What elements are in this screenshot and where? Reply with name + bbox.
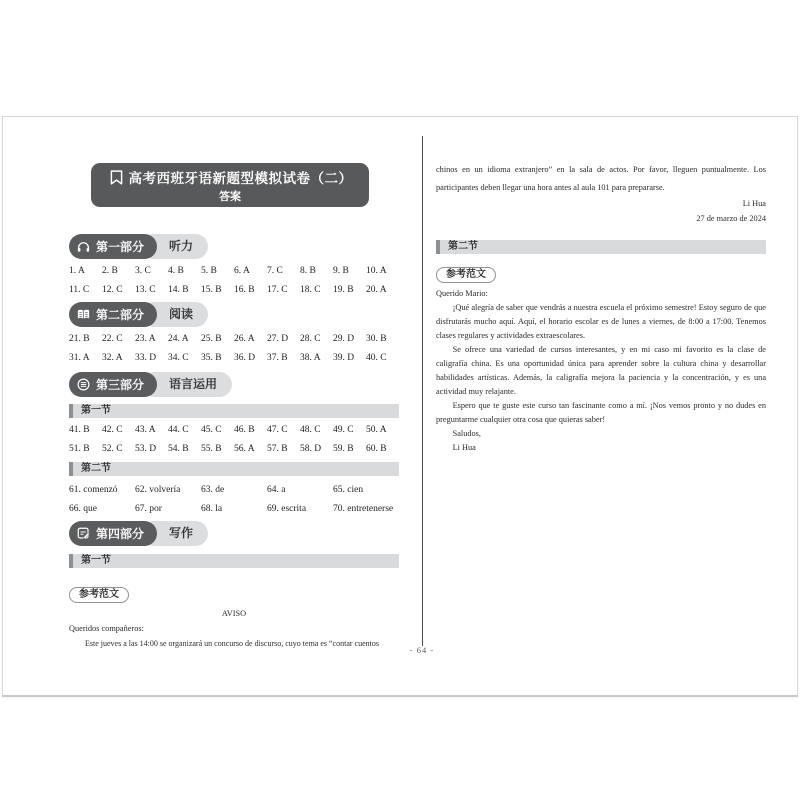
- answer-cell: 8. B: [300, 266, 316, 276]
- exam-title: 高考西班牙语新题型模拟试卷（二）: [128, 171, 353, 186]
- answer-cell: 50. A: [366, 425, 387, 435]
- notice-title: AVISO: [221, 609, 247, 618]
- notice-body-continuation: chinos en un idioma extranjero” en la sala de actos. Por favor, lleguen puntualmente. Los participantes deben llegar una hora antes al aula 101 para prepararse.: [436, 165, 766, 192]
- answer-cell: 67. por: [135, 503, 162, 514]
- section2-label: 第二节: [81, 463, 111, 474]
- part4-label: 第四部分: [96, 527, 145, 541]
- answer-cell: 27. D: [267, 334, 289, 344]
- answer-cell: 56. A: [234, 443, 255, 454]
- notice-date: 27 de marzo de 2024: [696, 214, 766, 223]
- exam-subtitle: 答案: [219, 191, 241, 203]
- listening-answers: [69, 262, 399, 299]
- part4-name: 写作: [141, 521, 208, 546]
- section2-bar: [69, 462, 399, 476]
- answer-cell: 29. D: [333, 334, 355, 344]
- answer-cell: 7. C: [267, 266, 283, 276]
- answer-cell: 66. que: [69, 503, 97, 514]
- answer-cell: 65. cien: [333, 485, 364, 495]
- writing-section2-label: 第二节: [448, 241, 478, 252]
- reference-essay-pill-2: 参考范文: [436, 267, 496, 283]
- section1-label: 第一节: [81, 405, 111, 416]
- language-use-s1-answers: [69, 421, 399, 458]
- answer-cell: 42. C: [102, 425, 123, 435]
- exam-title-banner: [91, 163, 369, 207]
- part2-label: 第二部分: [96, 308, 145, 322]
- answer-cell: 17. C: [267, 284, 288, 295]
- part4-pill: [69, 521, 157, 546]
- answer-cell: 6. A: [234, 266, 250, 276]
- reference-essay-pill: 参考范文: [69, 587, 129, 603]
- answer-cell: 22. C: [102, 334, 123, 344]
- answer-cell: 57. B: [267, 443, 288, 454]
- part3-header: [69, 372, 399, 397]
- letter-paragraph-2: Se ofrece una variedad de cursos interesantes, y en mi caso mi favorito es la clase de caligrafía china. Es una oportunidad única para aprender sobre la cultura china y desarrollar habilidades artísticas. Además, la caligrafía mejora la paciencia y la concentración, y es una actividad muy relajante.: [436, 345, 766, 396]
- language-use-s2-answers: [69, 481, 399, 518]
- answer-cell: 28. C: [300, 334, 321, 344]
- answer-cell: 35. B: [201, 352, 222, 363]
- answer-cell: 38. A: [300, 352, 321, 363]
- part3-label: 第三部分: [96, 378, 145, 392]
- answer-cell: 46. B: [234, 425, 255, 435]
- answer-cell: 70. entretenerse: [333, 503, 394, 514]
- answer-cell: 24. A: [168, 334, 189, 344]
- answer-cell: 11. C: [69, 284, 90, 295]
- answer-cell: 3. C: [135, 266, 151, 276]
- answer-cell: 23. A: [135, 334, 156, 344]
- part1-header: [69, 234, 399, 259]
- answer-cell: 13. C: [135, 284, 156, 295]
- part1-name: 听力: [141, 234, 208, 259]
- answer-cell: 1. A: [69, 266, 85, 276]
- left-page: [69, 161, 399, 651]
- letter-paragraph-3: Espero que te guste este curso tan fascinante como a mí. ¡Nos vemos pronto y no dudes en preguntarme cualquier otra cosa que quieras saber!: [436, 401, 766, 424]
- answer-cell: 45. C: [201, 425, 222, 435]
- answer-cell: 52. C: [102, 443, 123, 454]
- writing-section2-bar: [436, 240, 766, 254]
- reading-answers: [69, 330, 399, 367]
- answer-cell: 37. B: [267, 352, 288, 363]
- answer-cell: 33. D: [135, 352, 157, 363]
- answer-cell: 54. B: [168, 443, 189, 454]
- answer-cell: 41. B: [69, 425, 90, 435]
- open-book-icon: [76, 307, 91, 322]
- answer-cell: 2. B: [102, 266, 118, 276]
- section1-bar: [69, 404, 399, 418]
- answer-cell: 14. B: [168, 284, 189, 295]
- answer-cell: 59. B: [333, 443, 354, 454]
- answer-cell: 60. B: [366, 443, 387, 454]
- answer-cell: 5. B: [201, 266, 217, 276]
- answer-cell: 10. A: [366, 266, 387, 276]
- part2-header: [69, 302, 399, 327]
- writing-section1-bar: [69, 554, 399, 568]
- answer-cell: 31. A: [69, 352, 90, 363]
- page-fold-divider: [422, 136, 423, 646]
- answer-cell: 32. A: [102, 352, 123, 363]
- answer-cell: 62. volvería: [135, 485, 181, 495]
- answer-cell: 18. C: [300, 284, 321, 295]
- answer-cell: 9. B: [333, 266, 349, 276]
- part2-name: 阅读: [141, 302, 208, 327]
- writing-section1-label: 第一节: [81, 555, 111, 566]
- answer-cell: 55. B: [201, 443, 222, 454]
- list-circle-icon: [76, 377, 91, 392]
- part3-pill: [69, 372, 157, 397]
- answer-cell: 49. C: [333, 425, 354, 435]
- answer-cell: 47. C: [267, 425, 288, 435]
- answer-cell: 16. B: [234, 284, 255, 295]
- edit-document-icon: [76, 526, 91, 541]
- answer-cell: 68. la: [201, 503, 223, 514]
- letter-salutation: Querido Mario:: [436, 289, 488, 298]
- notice-salutation: Queridos compañeros:: [69, 624, 144, 633]
- part4-header: [69, 521, 399, 546]
- answer-cell: 36. D: [234, 352, 256, 363]
- answer-cell: 25. B: [201, 334, 222, 344]
- answer-cell: 21. B: [69, 334, 90, 344]
- answer-cell: 61. comenzó: [69, 485, 118, 495]
- part1-label: 第一部分: [96, 240, 145, 254]
- answer-cell: 4. B: [168, 266, 184, 276]
- answer-cell: 15. B: [201, 284, 222, 295]
- answer-cell: 39. D: [333, 352, 355, 363]
- answer-cell: 20. A: [366, 284, 387, 295]
- letter-closing: Saludos,: [452, 429, 481, 438]
- part2-pill: [69, 302, 157, 327]
- notice-signature: Li Hua: [742, 199, 766, 208]
- answer-cell: 34. C: [168, 352, 189, 363]
- page-number: - 64 -: [409, 645, 435, 655]
- notice-body-start: Este jueves a las 14:00 se organizará un concurso de discurso, cuyo tema es “contar cuentos: [85, 639, 379, 648]
- letter-paragraph-1: ¡Qué alegría de saber que vendrás a nuestra escuela el próximo semestre! Estoy seguro de que disfrutarás mucho aquí. Aquí, el horario escolar es de lunes a viernes, de 8:00 a 17:00. Tenemos clases regulares y actividades extraescolares.: [436, 303, 766, 340]
- answer-cell: 53. D: [135, 443, 157, 454]
- answer-cell: 63. de: [201, 485, 225, 495]
- answer-cell: 40. C: [366, 352, 387, 363]
- answer-cell: 58. D: [300, 443, 322, 454]
- right-page: [436, 161, 766, 455]
- answer-cell: 26. A: [234, 334, 255, 344]
- answer-cell: 69. escrita: [267, 503, 307, 514]
- answer-cell: 64. a: [267, 485, 286, 495]
- headphones-icon: [76, 239, 91, 254]
- answer-cell: 30. B: [366, 334, 387, 344]
- part1-pill: [69, 234, 157, 259]
- part3-name: 语言运用: [141, 372, 232, 397]
- book-spread: [2, 116, 798, 697]
- answer-cell: 19. B: [333, 284, 354, 295]
- answer-cell: 51. B: [69, 443, 90, 454]
- answer-cell: 48. C: [300, 425, 321, 435]
- bookmark-icon: [108, 169, 125, 186]
- answer-cell: 12. C: [102, 284, 123, 295]
- answer-cell: 44. C: [168, 425, 189, 435]
- letter-signature: Li Hua: [452, 443, 476, 452]
- answer-cell: 43. A: [135, 425, 156, 435]
